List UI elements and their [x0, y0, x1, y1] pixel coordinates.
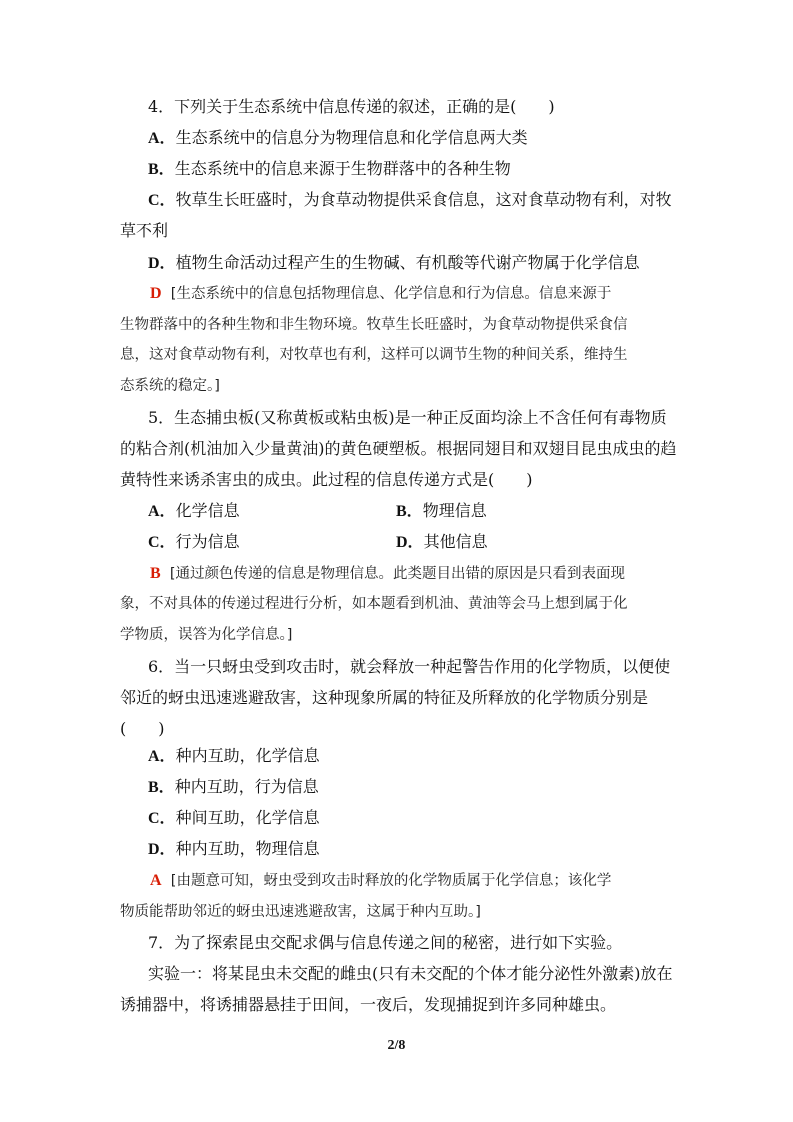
q5-stem-line-2: 的粘合剂(机油加入少量黄油)的黄色硬塑板。根据同翅目和双翅目昆虫成虫的趋: [120, 439, 677, 458]
q5-explanation-line-2: 象，不对具体的传递过程进行分析，如本题看到机油、黄油等会马上想到属于化: [120, 596, 628, 612]
q6-answer-letter: A: [150, 872, 162, 889]
q4-answer-letter: D: [150, 285, 162, 302]
q4-explanation-line-4: 态系统的稳定。]: [120, 378, 220, 394]
q6-stem-line-2: 邻近的蚜虫迅速逃避敌害，这种现象所属的特征及所释放的化学物质分别是: [120, 688, 649, 707]
q4-explanation-line-1: D [生态系统中的信息包括物理信息、化学信息和行为信息。信息来源于: [150, 285, 612, 302]
q5-option-a: A．化学信息: [148, 501, 240, 520]
q4-option-c-cont: 草不利: [120, 221, 169, 240]
q4-stem: 4．下列关于生态系统中信息传递的叙述，正确的是( ): [148, 97, 555, 116]
q5-stem-line-3: 黄特性来诱杀害虫的成虫。此过程的信息传递方式是( ): [120, 470, 533, 489]
page-number: 2/8: [387, 1038, 406, 1053]
q6-option-b: B．种内互助，行为信息: [148, 777, 319, 796]
q7-exp1-line-2: 诱捕器中，将诱捕器悬挂于田间，一夜后，发现捕捉到许多同种雄虫。: [120, 995, 617, 1014]
q6-option-a: A．种内互助，化学信息: [148, 746, 320, 765]
q6-option-d: D．种内互助，物理信息: [148, 839, 320, 858]
q4-explanation-line-3: 息，这对食草动物有利，对牧草也有利，这样可以调节生物的种间关系，维持生: [120, 347, 628, 363]
q7-stem: 7．为了探索昆虫交配求偶与信息传递之间的秘密，进行如下实验。: [148, 933, 623, 952]
q4-explanation-line-2: 生物群落中的各种生物和非生物环境。牧草生长旺盛时，为食草动物提供采食信: [120, 317, 628, 333]
q5-option-b: B．物理信息: [396, 501, 487, 520]
q6-explanation-line-1: A [由题意可知，蚜虫受到攻击时释放的化学物质属于化学信息；该化学: [150, 872, 612, 889]
q4-option-b: B．生态系统中的信息来源于生物群落中的各种生物: [148, 159, 511, 178]
q7-exp1-line-1: 实验一：将某昆虫未交配的雌虫(只有未交配的个体才能分泌性外激素)放在: [148, 964, 673, 983]
q6-stem-line-3: ( ): [120, 719, 165, 738]
q5-stem-line-1: 5．生态捕虫板(又称黄板或粘虫板)是一种正反面均涂上不含任何有毒物质: [148, 408, 667, 427]
q5-option-c: C．行为信息: [148, 532, 240, 551]
q5-explanation-line-3: 学物质，误答为化学信息。]: [120, 627, 293, 643]
q6-explanation-line-2: 物质能帮助邻近的蚜虫迅速逃避敌害，这属于种内互助。]: [120, 904, 481, 920]
q4-option-a: A．生态系统中的信息分为物理信息和化学信息两大类: [148, 128, 528, 147]
q5-option-d: D．其他信息: [396, 532, 488, 551]
q4-option-d: D．植物生命活动过程产生的生物碱、有机酸等代谢产物属于化学信息: [148, 253, 640, 272]
q5-explanation-line-1: B [通过颜色传递的信息是物理信息。此类题目出错的原因是只看到表面现: [150, 565, 626, 582]
q6-stem-line-1: 6．当一只蚜虫受到攻击时，就会释放一种起警告作用的化学物质，以便使: [148, 657, 671, 676]
q5-answer-letter: B: [150, 565, 161, 582]
q6-option-c: C．种间互助，化学信息: [148, 808, 320, 827]
q4-option-c: C．牧草生长旺盛时，为食草动物提供采食信息，这对食草动物有利，对牧: [148, 190, 672, 209]
